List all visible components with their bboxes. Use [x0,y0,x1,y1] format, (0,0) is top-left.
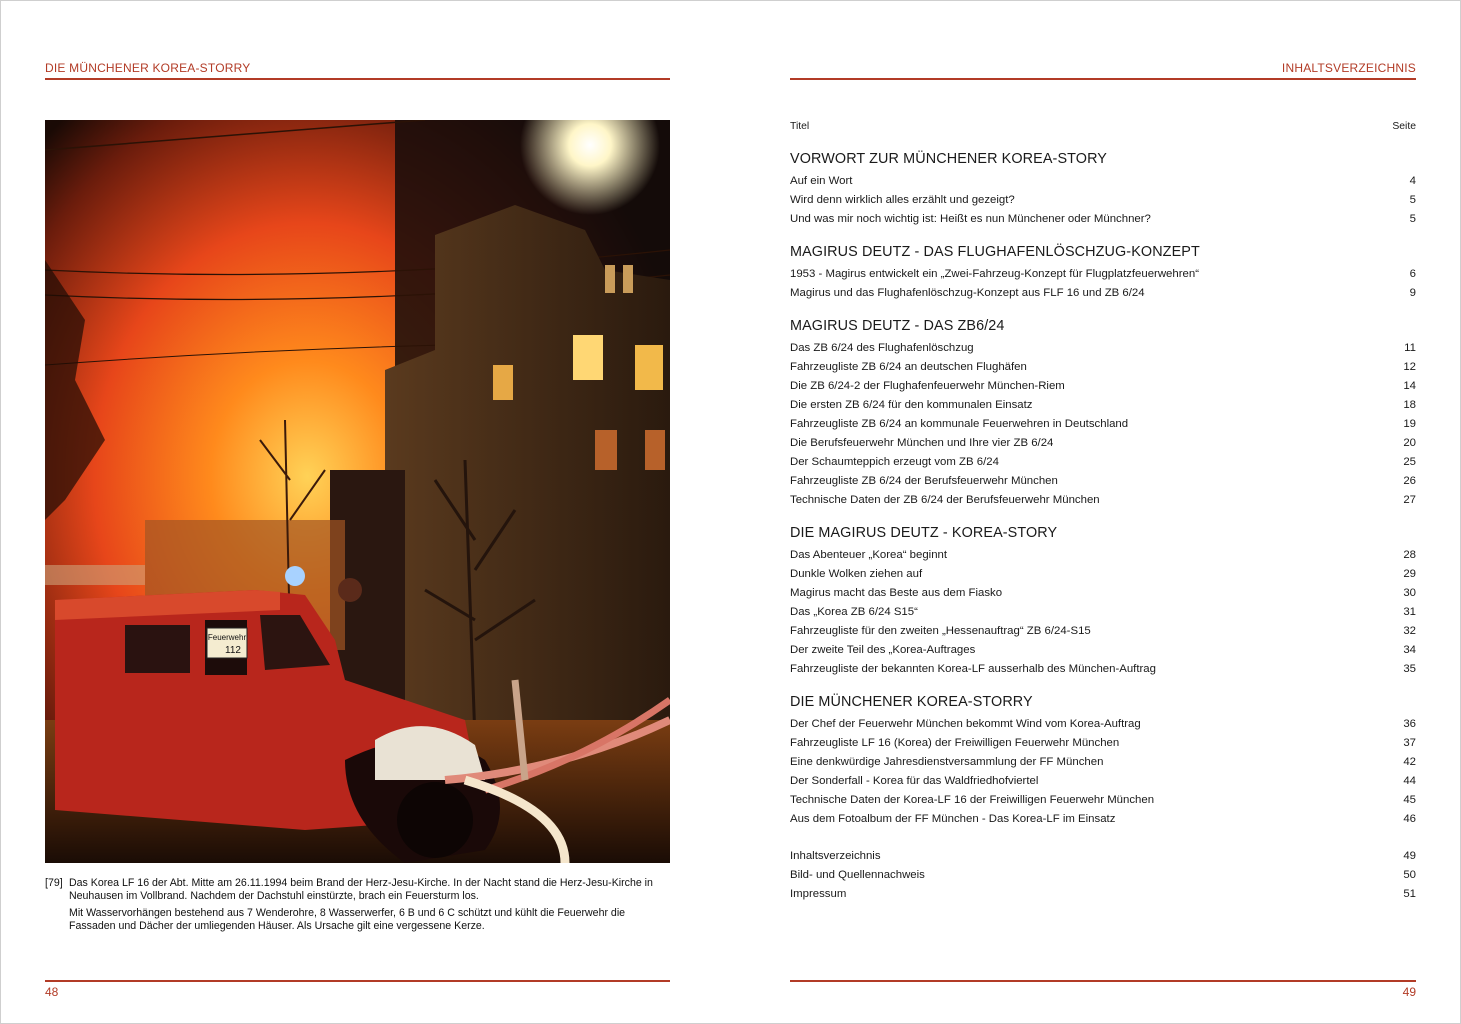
left-top-rule [45,78,670,80]
table-of-contents [790,121,1416,904]
toc-section [790,525,1416,679]
toc-entry-label: Bild- und Quellennachweis [790,869,925,881]
toc-section [790,318,1416,510]
toc-entry-label: Fahrzeugliste für den zweiten „Hessenauftrag“ ZB 6/24-S15 [790,625,1091,637]
toc-section-title: DIE MAGIRUS DEUTZ - KOREA-STORY [790,525,1058,541]
toc-entry [790,415,1416,434]
toc-entry [790,210,1416,229]
toc-entry [790,453,1416,472]
toc-entry-page: 28 [1403,549,1416,561]
toc-extra-entry [790,866,1416,885]
toc-entry-page: 5 [1409,213,1416,225]
toc-entry [790,715,1416,734]
toc-entry-label: Das Abenteuer „Korea“ beginnt [790,549,948,561]
toc-entry-label: Fahrzeugliste LF 16 (Korea) der Freiwilligen Feuerwehr München [790,737,1120,749]
toc-section [790,244,1416,303]
toc-entry [790,622,1416,641]
vehicle-sign-number: 112 [225,645,241,656]
toc-section-title: MAGIRUS DEUTZ - DAS FLUGHAFENLÖSCHZUG-KONZEPT [790,244,1200,260]
toc-entry [790,339,1416,358]
toc-entry [790,810,1416,829]
toc-entry-page: 29 [1403,568,1416,580]
toc-entry [790,753,1416,772]
toc-entry-label: 1953 - Magirus entwickelt ein „Zwei-Fahrzeug-Konzept für Flugplatzfeuerwehren“ [790,268,1199,280]
toc-entry-page: 19 [1403,418,1416,430]
toc-entry-page: 5 [1409,194,1416,206]
fire-photo [45,120,670,863]
toc-entry-page: 20 [1403,437,1416,449]
toc-extra-entry [790,847,1416,866]
toc-entry-label: Auf ein Wort [790,175,853,187]
toc-entry-label: Wird denn wirklich alles erzählt und gezeigt? [790,194,1015,206]
toc-entry [790,565,1416,584]
toc-entry-label: Fahrzeugliste der bekannten Korea-LF ausserhalb des München-Auftrag [790,663,1156,675]
toc-entry-label: Die ersten ZB 6/24 für den kommunalen Einsatz [790,399,1033,411]
toc-entry-label: Der Sonderfall - Korea für das Waldfriedhofviertel [790,775,1039,787]
toc-extra-entry [790,885,1416,904]
toc-entry [790,358,1416,377]
toc-entry-page: 46 [1403,813,1416,825]
toc-entry [790,603,1416,622]
caption-number: [79] [45,877,63,889]
toc-entry-label: Die ZB 6/24-2 der Flughafenfeuerwehr München-Riem [790,380,1065,392]
toc-entry-page: 18 [1403,399,1416,411]
toc-section [790,694,1416,829]
toc-entry [790,472,1416,491]
toc-entry-page: 6 [1409,268,1416,280]
toc-entry [790,791,1416,810]
toc-section-title: DIE MÜNCHENER KOREA-STORRY [790,694,1033,710]
toc-entry [790,660,1416,679]
right-running-head: INHALTSVERZEICHNIS [1281,61,1416,75]
toc-entry-page: 30 [1403,587,1416,599]
photo-caption [45,877,670,937]
toc-entry-label: Inhaltsverzeichnis [790,850,881,862]
toc-entry [790,396,1416,415]
right-bottom-rule [790,980,1416,982]
toc-entry-label: Impressum [790,888,847,900]
toc-entry [790,641,1416,660]
caption-paragraph: Das Korea LF 16 der Abt. Mitte am 26.11.1994 beim Brand der Herz-Jesu-Kirche. In der Nacht stand die Herz-Jesu-Kirche in Neuhausen im Vollbrand. Nachdem der Dachstuhl einstürzte, brach ein Feuersturm los. [69,877,653,903]
toc-header [790,121,1416,143]
caption-paragraph: Mit Wasservorhängen bestehend aus 7 Wenderohre, 8 Wasserwerfer, 6 B und 6 C schützt und kühlt die Feuerwehr die Fassaden und Dächer der umliegenden Häuser. Als Ursache gilt eine vergessene Kerze. [69,906,626,933]
toc-entry-label: Fahrzeugliste ZB 6/24 an kommunale Feuerwehren in Deutschland [790,418,1129,430]
toc-entry-page: 12 [1403,361,1416,373]
toc-entry-page: 31 [1403,606,1416,618]
toc-entry-label: Magirus und das Flughafenlöschzug-Konzept aus FLF 16 und ZB 6/24 [790,287,1145,299]
toc-entry [790,491,1416,510]
toc-entry-page: 42 [1403,756,1416,768]
toc-entry-page: 34 [1403,644,1416,656]
vehicle-sign-label: Feuerwehr [207,633,247,642]
left-running-head: DIE MÜNCHENER KOREA-STORRY [45,61,251,75]
toc-entry-label: Die Berufsfeuerwehr München und Ihre vier ZB 6/24 [790,437,1054,449]
toc-section-title: VORWORT ZUR MÜNCHENER KOREA-STORY [790,151,1107,167]
toc-entry-page: 35 [1403,663,1416,675]
toc-entry-label: Dunkle Wolken ziehen auf [790,568,923,580]
toc-entry [790,546,1416,565]
toc-entry-page: 50 [1403,869,1416,881]
toc-entry [790,265,1416,284]
toc-entry-label: Aus dem Fotoalbum der FF München - Das Korea-LF im Einsatz [790,813,1116,825]
toc-extras [790,847,1416,904]
toc-entry-page: 37 [1403,737,1416,749]
toc-header-title: Titel [790,121,810,132]
toc-entry-label: Das ZB 6/24 des Flughafenlöschzug [790,342,974,354]
toc-entry-page: 26 [1403,475,1416,487]
toc-sections [790,151,1416,829]
toc-entry-page: 25 [1403,456,1416,468]
toc-entry [790,284,1416,303]
toc-entry-label: Magirus macht das Beste aus dem Fiasko [790,587,1003,599]
toc-entry-label: Technische Daten der Korea-LF 16 der Freiwilligen Feuerwehr München [790,794,1155,806]
toc-entry-label: Der Chef der Feuerwehr München bekommt Wind vom Korea-Auftrag [790,718,1141,730]
toc-entry [790,434,1416,453]
toc-entry-page: 45 [1403,794,1416,806]
toc-entry-page: 9 [1409,287,1416,299]
toc-entry [790,172,1416,191]
left-bottom-rule [45,980,670,982]
right-top-rule [790,78,1416,80]
toc-entry-page: 51 [1403,888,1416,900]
toc-entry [790,377,1416,396]
toc-entry-label: Der zweite Teil des „Korea-Auftrages [790,644,976,656]
right-page-number: 49 [1402,985,1416,999]
toc-entry-label: Das „Korea ZB 6/24 S15“ [790,606,918,618]
toc-entry-label: Fahrzeugliste ZB 6/24 an deutschen Flughäfen [790,361,1027,373]
toc-entry-page: 14 [1403,380,1416,392]
toc-entry-page: 44 [1403,775,1416,787]
toc-entry [790,584,1416,603]
toc-entry-page: 4 [1409,175,1416,187]
toc-entry-page: 11 [1404,342,1416,354]
toc-header-page: Seite [1392,121,1416,132]
toc-entry-page: 49 [1403,850,1416,862]
toc-entry-label: Der Schaumteppich erzeugt vom ZB 6/24 [790,456,999,468]
toc-entry [790,191,1416,210]
toc-entry-page: 32 [1403,625,1416,637]
toc-entry-label: Eine denkwürdige Jahresdienstversammlung der FF München [790,756,1104,768]
toc-entry-label: Technische Daten der ZB 6/24 der Berufsfeuerwehr München [790,494,1100,506]
toc-entry [790,772,1416,791]
left-page-number: 48 [45,985,59,999]
toc-entry-label: Fahrzeugliste ZB 6/24 der Berufsfeuerwehr München [790,475,1058,487]
toc-entry-label: Und was mir noch wichtig ist: Heißt es nun Münchener oder Münchner? [790,213,1151,225]
toc-section [790,151,1416,229]
toc-entry-page: 36 [1403,718,1416,730]
toc-entry-page: 27 [1403,494,1416,506]
toc-entry [790,734,1416,753]
toc-section-title: MAGIRUS DEUTZ - DAS ZB6/24 [790,318,1005,334]
